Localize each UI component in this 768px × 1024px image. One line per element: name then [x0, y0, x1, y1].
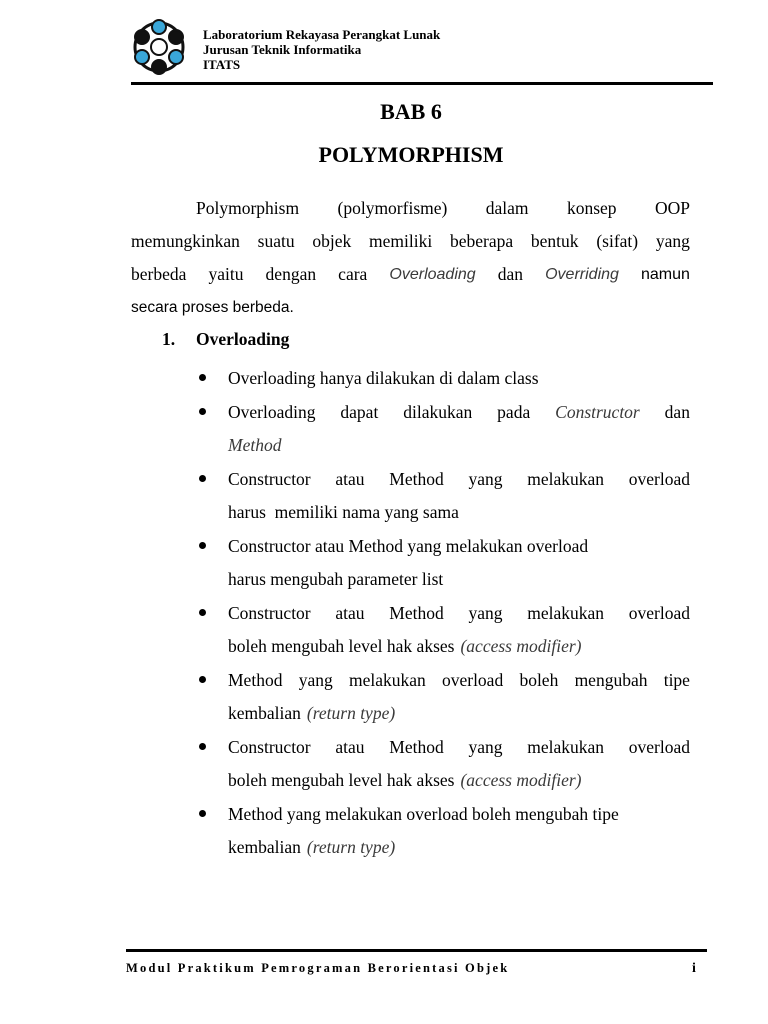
- list-item: [195, 597, 690, 663]
- bullet-icon: [199, 743, 206, 750]
- word: beberapa: [449, 231, 514, 251]
- word: Overloading: [228, 402, 316, 422]
- list-item: [195, 396, 690, 462]
- list-item-line: [228, 597, 690, 630]
- word: Method: [228, 670, 283, 690]
- bullet-icon: [199, 609, 206, 616]
- term-return-type: (return type): [306, 837, 396, 857]
- word: melakukan: [527, 603, 604, 623]
- word: dan: [664, 402, 690, 422]
- word: Constructor: [228, 469, 311, 489]
- list-item: [195, 664, 690, 730]
- list-item-line: harus mengubah parameter list: [228, 569, 444, 589]
- word: boleh: [519, 670, 559, 690]
- line-text: kembalian: [228, 837, 301, 857]
- term-constructor: Constructor: [555, 402, 640, 422]
- word: Polymorphism: [196, 198, 300, 218]
- intro-line-3: [131, 258, 690, 291]
- header-line-lab: Laboratorium Rekayasa Perangkat Lunak: [203, 27, 441, 42]
- overloading-rules-list: [195, 362, 690, 865]
- header-institution: [203, 27, 440, 72]
- word: atau: [335, 469, 365, 489]
- word: melakukan: [348, 670, 426, 690]
- term-access-modifier: (access modifier): [460, 636, 582, 656]
- list-item-line: [228, 697, 690, 730]
- list-item-text: Overloading hanya dilakukan di dalam class: [228, 368, 539, 388]
- bullet-icon: [199, 810, 206, 817]
- word: konsep: [566, 198, 617, 218]
- intro-paragraph: [131, 192, 690, 324]
- word: memungkinkan: [131, 231, 240, 251]
- word: dilakukan: [403, 402, 473, 422]
- word: dengan: [265, 264, 317, 284]
- list-item-line: Method yang melakukan overload boleh mengubah tipe: [228, 804, 619, 824]
- word: atau: [335, 737, 365, 757]
- footer-divider: [126, 949, 707, 952]
- word: yang: [655, 231, 690, 251]
- word: Method: [389, 603, 444, 623]
- word: pada: [497, 402, 531, 422]
- header-line-institute: ITATS: [203, 57, 241, 72]
- term-return-type: (return type): [306, 703, 396, 723]
- section-number: 1.: [162, 329, 176, 349]
- list-item: [195, 362, 690, 395]
- term-method: Method: [228, 435, 282, 455]
- word: OOP: [654, 198, 690, 218]
- word: berbeda: [131, 264, 187, 284]
- word: yang: [468, 737, 503, 757]
- page-number: i: [692, 961, 696, 976]
- list-item-line: [228, 831, 690, 864]
- header-line-department: Jurusan Teknik Informatika: [203, 42, 362, 57]
- word: dan: [497, 264, 524, 284]
- word: Constructor: [228, 603, 311, 623]
- word: bentuk: [530, 231, 579, 251]
- list-item-line: [228, 429, 690, 462]
- bullet-icon: [199, 542, 206, 549]
- word: (polymorfisme): [337, 198, 448, 218]
- word: dalam: [485, 198, 529, 218]
- list-item-line: harus memiliki nama yang sama: [228, 502, 459, 522]
- bullet-icon: [199, 475, 206, 482]
- word: yaitu: [208, 264, 244, 284]
- word: dapat: [340, 402, 379, 422]
- word: Method: [389, 737, 444, 757]
- word: overload: [628, 469, 690, 489]
- intro-line-1: [131, 192, 690, 225]
- term-overriding: Overriding: [545, 266, 619, 283]
- word: Method: [389, 469, 444, 489]
- list-item-line: Constructor atau Method yang melakukan overload: [228, 536, 589, 556]
- list-item: [195, 798, 690, 864]
- word: overload: [441, 670, 504, 690]
- itats-logo: [131, 19, 187, 75]
- word: overload: [628, 737, 690, 757]
- word: memiliki: [369, 231, 433, 251]
- chapter-title: BAB 6: [380, 99, 442, 124]
- word: melakukan: [527, 737, 604, 757]
- list-item: [195, 731, 690, 797]
- word: yang: [468, 603, 503, 623]
- chapter-topic: POLYMORPHISM: [318, 142, 504, 167]
- word: melakukan: [527, 469, 604, 489]
- term-access-modifier: (access modifier): [460, 770, 582, 790]
- word: (sifat): [596, 231, 639, 251]
- list-item-line: [228, 396, 690, 429]
- word: yang: [298, 670, 333, 690]
- word: tipe: [663, 670, 690, 690]
- section-title: Overloading: [196, 329, 290, 349]
- header-divider: [131, 82, 713, 85]
- bullet-icon: [199, 374, 206, 381]
- list-item-line: [228, 630, 690, 663]
- word: objek: [312, 231, 352, 251]
- bullet-icon: [199, 676, 206, 683]
- term-overloading: Overloading: [389, 266, 476, 283]
- bullet-icon: [199, 408, 206, 415]
- word: namun: [641, 266, 690, 283]
- list-item-line: [228, 731, 690, 764]
- list-item-line: [228, 764, 690, 797]
- intro-line-2: [131, 225, 690, 258]
- line-text: boleh mengubah level hak akses: [228, 636, 455, 656]
- word: suatu: [257, 231, 295, 251]
- word: cara: [338, 264, 368, 284]
- line-text: boleh mengubah level hak akses: [228, 770, 455, 790]
- footer-module-title: Modul Praktikum Pemrograman Berorientasi Objek: [126, 961, 510, 975]
- line-text: kembalian: [228, 703, 301, 723]
- word: Constructor: [228, 737, 311, 757]
- list-item: [195, 463, 690, 529]
- list-item-line: [228, 463, 690, 496]
- list-item-line: [228, 664, 690, 697]
- intro-line-4: secara proses berbeda.: [131, 299, 294, 316]
- word: atau: [335, 603, 365, 623]
- word: overload: [628, 603, 690, 623]
- word: mengubah: [574, 670, 648, 690]
- list-item: [195, 530, 690, 596]
- section-heading-overloading: [162, 329, 289, 350]
- word: yang: [468, 469, 503, 489]
